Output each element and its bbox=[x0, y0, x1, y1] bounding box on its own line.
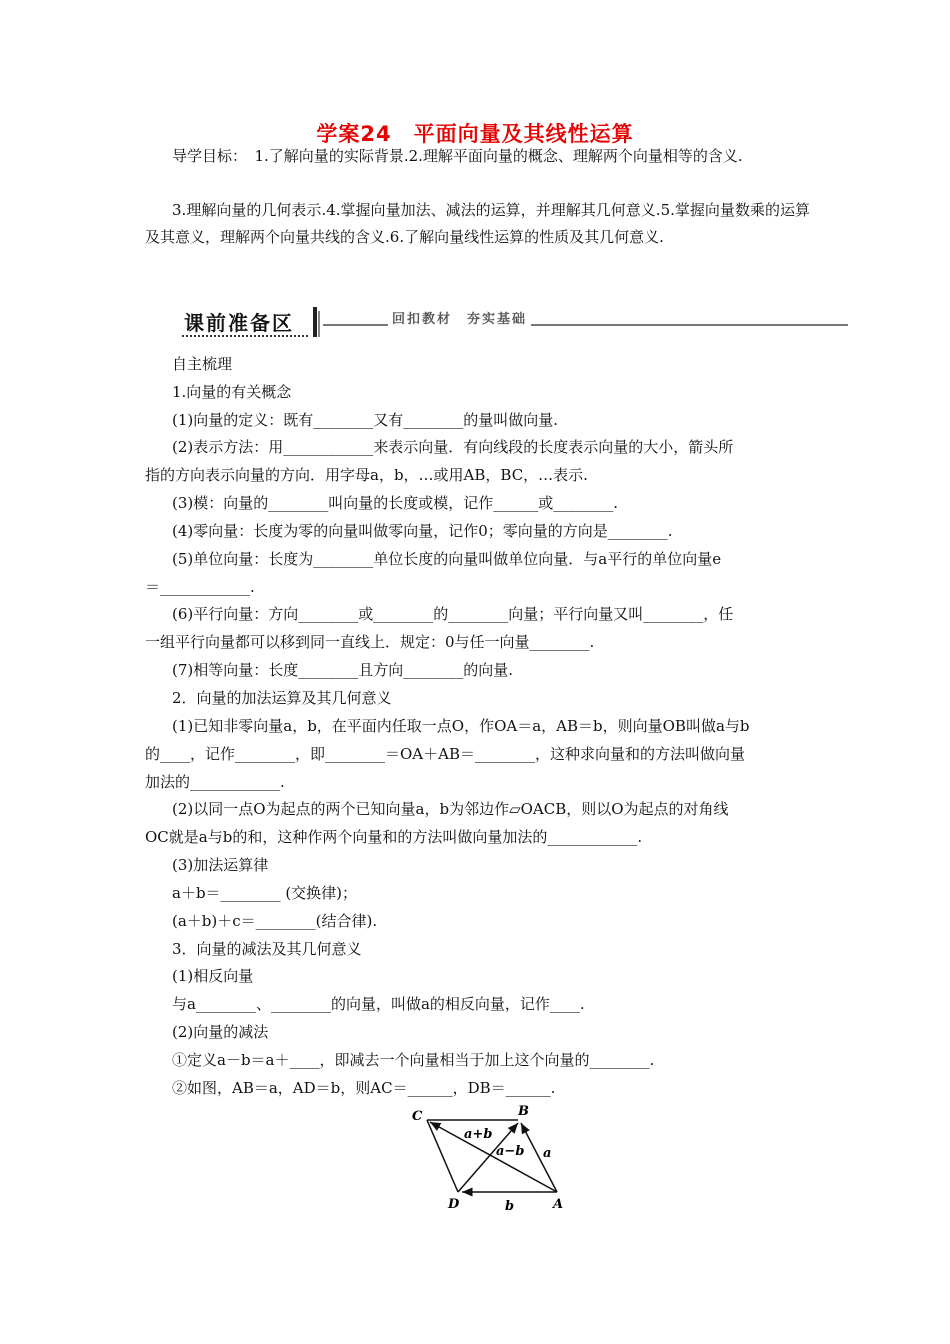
vertex-label-d: D bbox=[448, 1197, 460, 1212]
text-line: (1)向量的定义：既有________又有________的量叫做向量. bbox=[172, 411, 559, 429]
text-line: OC就是a与b的和，这种作两个向量和的方法叫做向量加法的____________. bbox=[145, 828, 643, 846]
vertex-label-c: C bbox=[412, 1109, 423, 1124]
section-banner bbox=[178, 305, 848, 341]
page-title: 学案24 平面向量及其线性运算 bbox=[316, 122, 634, 146]
parallelogram-figure bbox=[400, 1100, 580, 1220]
text-line: (3)模：向量的________叫向量的长度或模，记作______或________. bbox=[172, 494, 619, 512]
text-line: 1.向量的有关概念 bbox=[172, 383, 292, 401]
text-line: 自主梳理 bbox=[172, 355, 233, 373]
text-line: 2．向量的加法运算及其几何意义 bbox=[172, 689, 392, 707]
text-line: (3)加法运算律 bbox=[172, 856, 269, 874]
section-title: 课前准备区 bbox=[184, 311, 294, 335]
text-line: 3．向量的减法及其几何意义 bbox=[172, 940, 362, 958]
text-line: 与a________、________的向量，叫做a的相反向量，记作____. bbox=[172, 995, 585, 1013]
section-subtitle: 回扣教材 夯实基础 bbox=[388, 308, 531, 327]
section-title-underline bbox=[182, 335, 308, 337]
text-line: a＋b＝________ (交换律)； bbox=[172, 884, 358, 902]
text-line: (5)单位向量：长度为________单位长度的向量叫做单位向量．与a平行的单位向量e bbox=[172, 550, 722, 568]
text-line: ＝____________. bbox=[145, 578, 255, 596]
vertex-label-a: A bbox=[553, 1197, 564, 1212]
text-line: (1)已知非零向量a，b，在平面内任取一点O，作OA＝a，AB＝b，则向量OB叫做a与b bbox=[172, 717, 750, 735]
text-line: 的____，记作________，即________＝OA＋AB＝________，这种求向量和的方法叫做向量 bbox=[145, 745, 745, 763]
text-line: 加法的____________. bbox=[145, 773, 285, 791]
text-line: (4)零向量：长度为零的向量叫做零向量，记作0；零向量的方向是________. bbox=[172, 522, 673, 540]
vertex-label-b: B bbox=[518, 1104, 529, 1119]
edge-d-c bbox=[427, 1120, 458, 1192]
section-divider-bar bbox=[313, 307, 317, 337]
text-line: (2)以同一点O为起点的两个已知向量a，b为邻边作▱OACB，则以O为起点的对角线 bbox=[172, 800, 729, 818]
text-line: ①定义a－b＝a＋____，即减去一个向量相当于加上这个向量的________. bbox=[172, 1051, 655, 1069]
text-line: ②如图，AB＝a，AD＝b，则AC＝______，DB＝______. bbox=[172, 1079, 556, 1097]
text-line: (2)向量的减法 bbox=[172, 1023, 269, 1041]
objectives-paragraph-1: 导学目标： 1.了解向量的实际背景.2.理解平面向量的概念、理解两个向量相等的含义. bbox=[172, 147, 743, 165]
text-line: (a＋b)＋c＝________(结合律). bbox=[172, 912, 378, 930]
vector-label-sum: a+b bbox=[464, 1127, 493, 1142]
section-divider-bar-shadow bbox=[318, 311, 320, 337]
text-line: (7)相等向量：长度________且方向________的向量. bbox=[172, 661, 514, 679]
objectives-paragraph-2: 3.理解向量的几何表示.4.掌握向量加法、减法的运算，并理解其几何意义.5.掌握向量数乘的运算及其意义，理解两个向量共线的含义.6.了解向量线性运算的性质及其几何意义. bbox=[145, 201, 810, 246]
text-line: (6)平行向量：方向________或________的________向量；平行向量又叫________，任 bbox=[172, 605, 734, 623]
text-line: (1)相反向量 bbox=[172, 967, 254, 985]
text-line: 指的方向表示向量的方向．用字母a，b，…或用AB，BC，…表示. bbox=[145, 466, 588, 484]
vector-label-b: b bbox=[505, 1199, 515, 1214]
text-line: (2)表示方法：用____________来表示向量．有向线段的长度表示向量的大小，箭头所 bbox=[172, 438, 734, 456]
text-line: 一组平行向量都可以移到同一直线上．规定：0与任一向量________. bbox=[145, 633, 595, 651]
vector-label-a: a bbox=[543, 1146, 552, 1161]
vector-label-diff: a−b bbox=[496, 1144, 525, 1159]
